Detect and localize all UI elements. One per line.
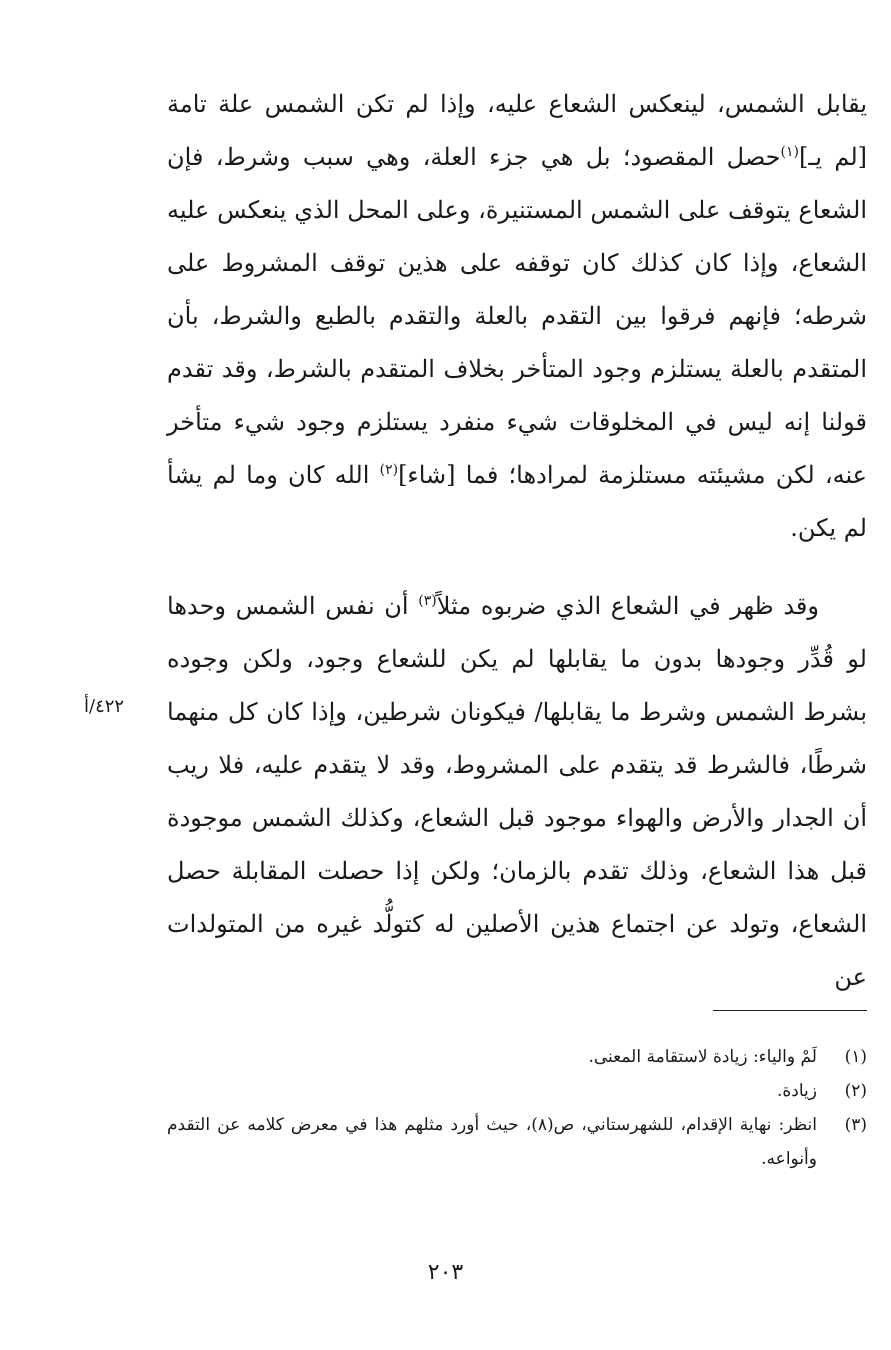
footnote-ref-3[interactable]: (٣): [418, 593, 437, 609]
footnote-2: [167, 1074, 867, 1108]
footnote-3-text: انظر: نهاية الإقدام، للشهرستاني، ص(٨)، حيث أورد مثلهم هذا في معرض كلامه عن التقدم وأنواعه.: [167, 1115, 817, 1169]
footnote-3: [167, 1108, 867, 1176]
paragraph-1-text-c: الله كان وما لم يشأ لم يكن.: [167, 461, 867, 542]
footnote-1-text: لَمْ والياء: زيادة لاستقامة المعنى.: [588, 1047, 817, 1067]
footnote-2-number: (٢): [844, 1081, 867, 1101]
paragraph-2: [167, 580, 867, 1004]
footnote-ref-2[interactable]: (٢): [379, 462, 399, 478]
footnote-2-text: زيادة.: [776, 1081, 817, 1101]
footnotes: [167, 1040, 867, 1176]
paragraph-1-text-b: حصل المقصود؛ بل هي جزء العلة، وهي سبب وشرط، فإن الشعاع يتوقف على الشمس المستنيرة، وعلى المحل الذي ينعكس عليه الشعاع، وإذا كان كذلك كان توقفه على هذين توقف المشروط على شرطه؛ فإنهم فرقوا بين التقدم بالعلة والتقدم بالطبع والشرط، بأن المتقدم بالعلة يستلزم وجود المتأخر بخلاف المتقدم بالشرط، وقد تقدم قولنا إنه ليس في المخلوقات شيء منفرد يستلزم وجود شيء متأخر عنه، لكن مشيئته مستلزمة لمرادها؛ فما [شاء]: [167, 143, 868, 489]
paragraph-1-text-a: يقابل الشمس، لينعكس الشعاع عليه، وإذا لم تكن الشمس علة تامة [لم يـ]: [167, 90, 867, 171]
page-number: ٢٠٣: [427, 1260, 464, 1285]
footnote-1: [167, 1040, 867, 1074]
paragraph-2-text-b: أن نفس الشمس وحدها لو قُدِّر وجودها بدون ما يقابلها لم يكن للشعاع وجود، ولكن وجوده بشرط الشمس وشرط ما يقابلها/ فيكونان شرطين، وإذا كان كل منهما شرطًا، فالشرط قد يتقدم على المشروط، وقد لا يتقدم عليه، فلا ريب أن الجدار والأرض والهواء موجود قبل الشعاع، وكذلك الشمس موجودة قبل هذا الشعاع، وذلك تقدم بالزمان؛ ولكن إذا حصلت المقابلة حصل الشعاع، وتولد عن اجتماع هذين الأصلين له كتولُّد غيره من المتولدات عن: [167, 592, 867, 991]
paragraph-2-text-a: وقد ظهر في الشعاع الذي ضربوه مثلاً: [436, 592, 819, 620]
manuscript-folio-note: ٤٢٢/أ: [84, 696, 125, 717]
footnote-separator: [713, 1010, 867, 1011]
footnote-ref-1[interactable]: (١): [780, 144, 799, 160]
footnote-1-number: (١): [844, 1047, 867, 1067]
paragraph-1: [167, 78, 867, 555]
footnote-3-number: (٣): [844, 1115, 867, 1135]
